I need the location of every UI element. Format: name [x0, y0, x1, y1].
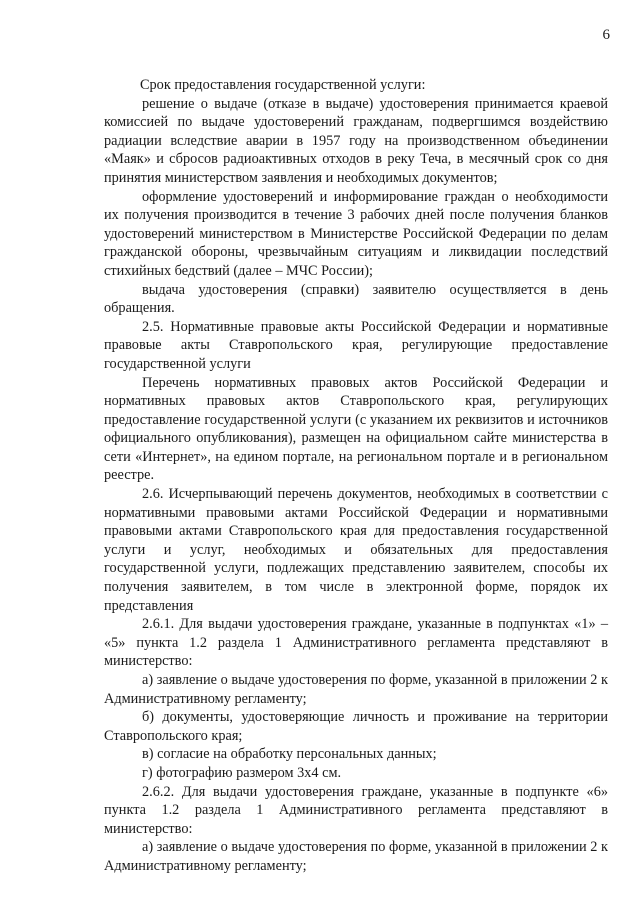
- paragraph-section-2-6-2: 2.6.2. Для выдачи удостоверения граждане, указанные в подпункте «6» пункта 1.2 раздела 1 Административного регламента представляют в министерство:: [104, 783, 608, 837]
- document-body: [104, 76, 608, 876]
- paragraph-decision-term: решение о выдаче (отказе в выдаче) удостоверения принимается краевой комиссией по выдаче удостоверений гражданам, подвергшимся воздействию радиации вследствие аварии в 1957 году на производственном объединении «Маяк» и сбросов радиоактивных отходов в реку Теча, в месячный срок со дня принятия министерством заявления и необходимых документов;: [104, 95, 608, 186]
- paragraph-issuance-day: выдача удостоверения (справки) заявителю осуществляется в день обращения.: [104, 281, 608, 317]
- list-item-2-6-2-a: а) заявление о выдаче удостоверения по форме, указанной в приложении 2 к Административному регламенту;: [104, 839, 608, 874]
- list-item-2-6-1-b: б) документы, удостоверяющие личность и проживание на территории Ставропольского края;: [104, 709, 608, 744]
- paragraph-section-2-5-heading: 2.5. Нормативные правовые акты Российской Федерации и нормативные правовые акты Ставропольского края, регулирующие предоставление государственной услуги: [104, 318, 608, 372]
- paragraph-service-term-heading: Срок предоставления государственной услуги:: [140, 77, 426, 93]
- paragraph-section-2-6-1: 2.6.1. Для выдачи удостоверения граждане, указанные в подпунктах «1» – «5» пункта 1.2 раздела 1 Административного регламента представляют в министерство:: [104, 616, 608, 670]
- page-number: 6: [602, 27, 610, 43]
- paragraph-section-2-6-heading: 2.6. Исчерпывающий перечень документов, необходимых в соответствии с нормативными правовыми актами Российской Федерации и нормативными правовыми актами Ставропольского края для предоставления государственной услуги и услуг, необходимых и обязательных для предоставления государственной услуги, подлежащих представлению заявителем, способы их получения заявителем, в том числе в электронной форме, порядок их представления: [104, 486, 608, 614]
- paragraph-issuance-notification: оформление удостоверений и информирование граждан о необходимости их получения производится в течение 3 рабочих дней после получения бланков удостоверений министерством в Министерстве Российской Федерации по делам гражданской обороны, чрезвычайным ситуациям и ликвидации последствий стихийных бедствий (далее – МЧС России);: [104, 188, 608, 279]
- list-item-2-6-1-a: а) заявление о выдаче удостоверения по форме, указанной в приложении 2 к Административному регламенту;: [104, 672, 608, 707]
- paragraph-legal-acts-list: Перечень нормативных правовых актов Российской Федерации и нормативных правовых актов Ставропольского края, регулирующих предоставление государственной услуги (с указанием их реквизитов и источников официального опубликования), размещен на официальном сайте министерства в сети «Интернет», на едином портале, на региональном портале и в региональном реестре.: [104, 374, 608, 484]
- list-item-2-6-1-c: в) согласие на обработку персональных данных;: [142, 746, 437, 763]
- list-item-2-6-1-d: г) фотографию размером 3х4 см.: [142, 764, 342, 781]
